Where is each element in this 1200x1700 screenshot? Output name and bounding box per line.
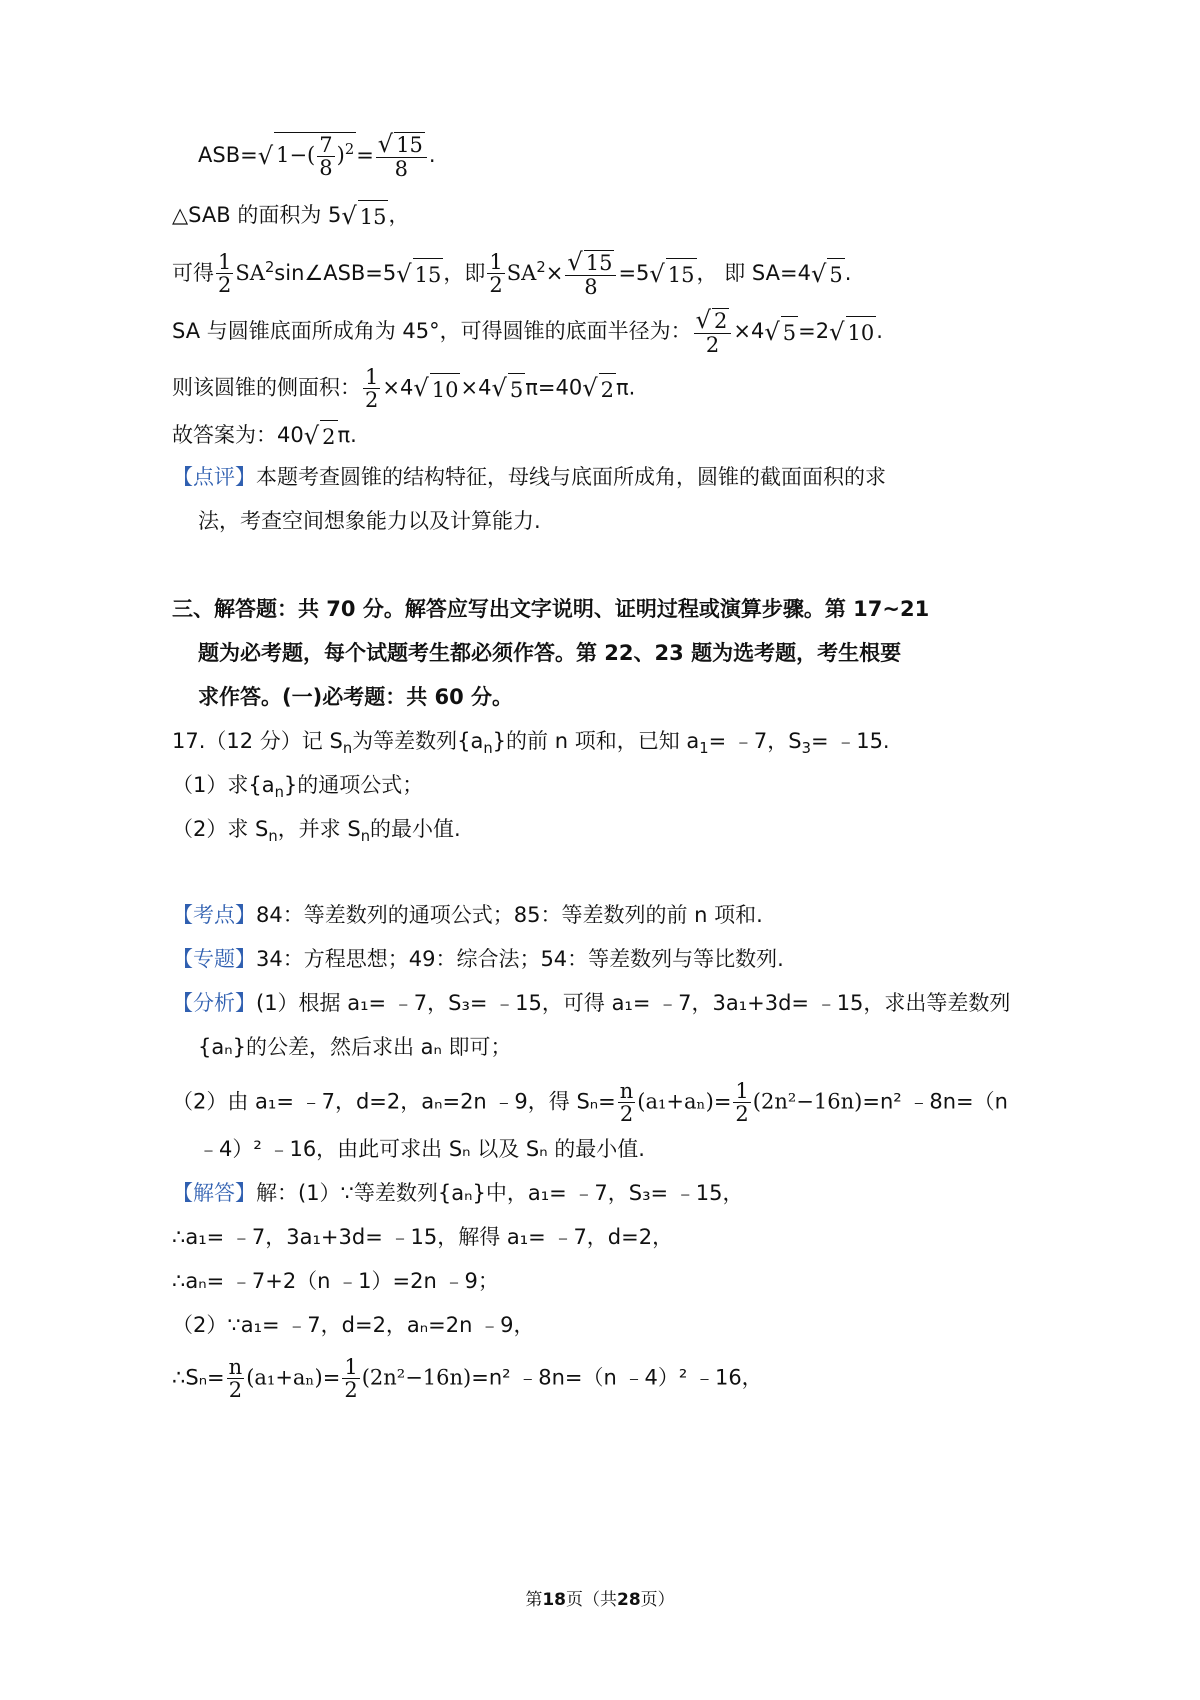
jieda-line-5: ∴Sₙ= $\frac{n}{2}$ (a₁+aₙ)= $\frac{1}{2}$ (2n²−16n)=n² ﹣8n=（n ﹣4）² ﹣16，	[172, 1355, 763, 1403]
q17-part1: （1）求$\{a_n\}$的通项公式；	[172, 773, 424, 802]
comment-line-2: 法，考查空间想象能力以及计算能力.	[198, 509, 541, 533]
jieda-line-1: 【解答】解：(1）∵等差数列{aₙ}中，a₁= ﹣7，S₃= ﹣15，	[172, 1181, 744, 1205]
step5-line: 则该圆锥的侧面积： $\frac{1}{2}$ ×4 √ 10 ×4 √ 5 π=40 √ 2 π.	[172, 365, 636, 413]
section3-line1: 三、解答题：共 70 分。解答应写出文字说明、证明过程或演算步骤。第 17~21	[172, 597, 930, 621]
section3-line3: 求作答。(一)必考题：共 60 分。	[198, 685, 514, 709]
section3-line2: 题为必考题，每个试题考生都必须作答。第 22、23 题为选考题，考生根要	[198, 641, 902, 665]
sqrt15-over-8: √ 15 8	[376, 132, 427, 180]
page-footer: 第18页（共28页）	[525, 1590, 675, 1610]
q17-part2: （2）求 $S_n$，并求 $S_n$的最小值.	[172, 817, 461, 846]
jieda-line-4: （2）∵a₁= ﹣7，d=2，aₙ=2n ﹣9，	[172, 1313, 535, 1337]
fenxi-line-3: （2）由 a₁= ﹣7，d=2，aₙ=2n ﹣9，得 Sₙ= $\frac{n}{2}$ (a₁+aₙ)= $\frac{1}{2}$ (2n²−16n)=n² ﹣8n=（n	[172, 1079, 1008, 1127]
sqrt-expr: √ 1−( $\frac{7}{8}$ )$^2$	[257, 133, 355, 181]
step3-line: 可得 $\frac{1}{2}$ $SA^2\sin\angle ASB=5$ √ 15 ，即 $\frac{1}{2}$ $SA^2\times$ √ 15 8 =5 √ 15 ， 即 SA=4 √ 5 .	[172, 248, 852, 299]
asb-prefix: ASB=	[198, 142, 258, 167]
comment-tag: 【点评】	[172, 465, 256, 489]
fenxi-line-4: ﹣4）² ﹣16，由此可求出 Sₙ 以及 Sₙ 的最小值.	[198, 1137, 645, 1161]
answer-line: 故答案为：40 √ 2 π.	[172, 420, 357, 452]
fenxi-line-1: 【分析】(1）根据 a₁= ﹣7，S₃= ﹣15，可得 a₁= ﹣7，3a₁+3d= ﹣15，求出等差数列	[172, 991, 1011, 1015]
fenxi-line-2: {aₙ}的公差，然后求出 aₙ 即可；	[198, 1035, 512, 1059]
jieda-line-2: ∴a₁= ﹣7，3a₁+3d= ﹣15，解得 a₁= ﹣7，d=2，	[172, 1225, 674, 1249]
sab-area-line: △SAB 的面积为 5 √ 15 ，	[172, 200, 409, 232]
asb-line: ASB= √ 1−( $\frac{7}{8}$ )$^2$ = √ 15 8 .	[198, 130, 436, 181]
step4-line: SA 与圆锥底面所成角为 45°，可得圆锥的底面半径为： √ 2 2 ×4 √ 5 =2 √ 10 .	[172, 306, 883, 357]
jieda-line-3: ∴aₙ= ﹣7+2（n ﹣1）=2n ﹣9；	[172, 1269, 499, 1293]
zhuanti-line: 【专题】34：方程思想；49：综合法；54：等差数列与等比数列.	[172, 947, 784, 971]
q17-stem: 17.（12 分）记 $S_n$为等差数列$\{a_n\}$的前 n 项和，已知 $a_1=$ ﹣7，$S_3=$ ﹣15.	[172, 729, 890, 758]
comment-line-1: 【点评】本题考查圆锥的结构特征，母线与底面所成角，圆锥的截面面积的求	[172, 465, 886, 489]
kaodian-line: 【考点】84：等差数列的通项公式；85：等差数列的前 n 项和.	[172, 903, 763, 927]
